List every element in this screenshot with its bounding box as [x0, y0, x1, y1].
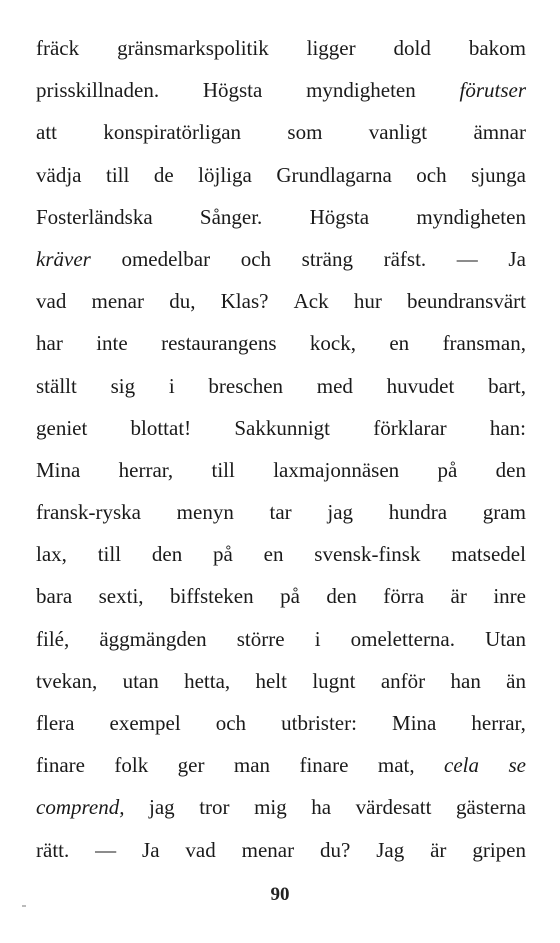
- page-number: 90: [270, 884, 290, 905]
- word: med: [316, 373, 353, 398]
- word: bart,: [488, 373, 526, 398]
- word: den: [326, 584, 357, 609]
- word: geniet: [36, 415, 88, 440]
- word: menyn: [176, 500, 234, 525]
- text-line: [36, 415, 526, 460]
- word: filé,: [36, 626, 70, 651]
- word: anför: [380, 668, 426, 693]
- word: och: [416, 162, 447, 187]
- word: är: [430, 837, 447, 862]
- word: Ja: [508, 246, 526, 271]
- word: omeletterna.: [350, 626, 456, 651]
- italic-word: se: [508, 753, 526, 778]
- word: breschen: [208, 373, 284, 398]
- italic-word: cela: [444, 753, 480, 778]
- word: vanligt: [368, 120, 428, 145]
- text-line: [36, 373, 526, 418]
- italic-word: förutser: [459, 78, 526, 103]
- word: gränsmarkspolitik: [117, 36, 269, 60]
- word: på: [280, 584, 300, 609]
- text-line: [36, 626, 526, 671]
- word: rätt.: [36, 837, 70, 862]
- text-line: [36, 457, 526, 502]
- word: hundra: [388, 500, 448, 525]
- word: en: [389, 331, 410, 356]
- text-line: [36, 502, 526, 544]
- word: ställt: [36, 373, 77, 398]
- word: laxmajonnäsen: [273, 457, 400, 482]
- word: äggmängden: [99, 626, 207, 651]
- word: sjunga: [471, 162, 526, 187]
- word: har: [36, 331, 63, 356]
- word: Högsta: [309, 204, 370, 229]
- word: ligger: [306, 36, 356, 60]
- word: fransman,: [442, 331, 526, 356]
- word: han:: [489, 415, 526, 440]
- word: en: [263, 542, 284, 567]
- word: du,: [169, 289, 196, 314]
- italic-word: kräver: [36, 246, 91, 271]
- text-line: [36, 162, 526, 207]
- word: fransk-ryska: [36, 500, 141, 525]
- word: gripen: [472, 837, 526, 862]
- word: matsedel: [451, 542, 526, 567]
- text-line: [36, 122, 526, 164]
- word: exempel: [109, 711, 181, 735]
- word: till: [211, 457, 235, 482]
- word: Fosterländska: [36, 204, 153, 229]
- text-line: [36, 837, 526, 882]
- word: Grundlagarna: [276, 162, 392, 187]
- text-line: [36, 797, 526, 839]
- word: ha: [311, 795, 332, 820]
- word: folk: [114, 753, 149, 778]
- italic-word: comprend,: [36, 795, 125, 820]
- word: du?: [320, 837, 351, 862]
- word: Klas?: [220, 289, 269, 314]
- word: ämnar: [473, 120, 526, 145]
- word: vad: [36, 289, 67, 314]
- word: menar: [241, 837, 295, 862]
- word: beundransvärt: [407, 289, 526, 314]
- text-line: [36, 755, 526, 797]
- word: hetta,: [184, 668, 231, 693]
- text-line: [36, 246, 526, 291]
- word: i: [314, 626, 321, 651]
- word: han: [450, 668, 481, 693]
- word: Ja: [142, 837, 160, 862]
- word: sexti,: [98, 584, 144, 609]
- word: huvudet: [386, 373, 455, 398]
- word: lax,: [36, 542, 67, 567]
- text-line: [36, 668, 526, 713]
- body-text: [36, 38, 526, 882]
- text-line: [36, 544, 526, 586]
- word: helt: [255, 668, 287, 693]
- word: blottat!: [130, 415, 192, 440]
- word: mat,: [377, 753, 415, 778]
- word: dold: [393, 36, 431, 60]
- word: bara: [36, 584, 73, 609]
- word: Ack: [293, 289, 329, 314]
- word: lugnt: [312, 668, 356, 693]
- word: utan: [122, 668, 159, 693]
- word: —: [95, 837, 117, 862]
- word: värdesatt: [355, 795, 432, 820]
- text-line: [36, 291, 526, 333]
- word: jag: [327, 500, 354, 525]
- word: på: [437, 457, 458, 482]
- word: Sånger.: [199, 204, 263, 229]
- word: konspiratörligan: [103, 120, 242, 145]
- word: hur: [353, 289, 382, 314]
- word: prisskillnaden.: [36, 78, 160, 103]
- word: sig: [110, 373, 136, 398]
- word: Mina: [36, 457, 81, 482]
- word: herrar,: [118, 457, 174, 482]
- word: jag: [149, 795, 175, 820]
- word: Mina: [392, 711, 437, 735]
- word: som: [287, 120, 323, 145]
- word: och: [215, 711, 247, 735]
- word: sträng: [301, 246, 353, 271]
- word: att: [36, 120, 57, 145]
- text-line: [36, 333, 526, 375]
- word: fräck: [36, 36, 80, 60]
- word: flera: [36, 711, 75, 735]
- word: större: [236, 626, 285, 651]
- word: Sakkunnigt: [234, 415, 331, 440]
- word: räfst.: [383, 246, 427, 271]
- word: biffsteken: [170, 584, 254, 609]
- word: finare: [36, 753, 85, 778]
- word: tror: [199, 795, 230, 820]
- word: kock,: [309, 331, 356, 356]
- word: bakom: [468, 36, 526, 60]
- word: Högsta: [202, 78, 263, 103]
- word: myndigheten: [416, 204, 526, 229]
- word: menar: [91, 289, 144, 314]
- text-line: [36, 38, 526, 80]
- word: svensk-finsk: [314, 542, 421, 567]
- word: gram: [482, 500, 526, 525]
- word: gästerna: [456, 795, 526, 820]
- word: ger: [177, 753, 205, 778]
- word: Utan: [485, 626, 526, 651]
- word: är: [450, 584, 467, 609]
- word: —: [456, 246, 478, 271]
- word: restaurangens: [161, 331, 277, 356]
- text-line: [36, 204, 526, 249]
- text-line: [36, 586, 526, 628]
- word: än: [506, 668, 526, 693]
- word: inre: [493, 584, 526, 609]
- word: utbrister:: [281, 711, 357, 735]
- word: den: [495, 457, 526, 482]
- word: vädja: [36, 162, 82, 187]
- text-line: [36, 713, 526, 755]
- word: löjliga: [198, 162, 252, 187]
- word: på: [213, 542, 233, 567]
- text-line: [36, 80, 526, 122]
- word: finare: [299, 753, 349, 778]
- word: omedelbar: [121, 246, 211, 271]
- word: Jag: [376, 837, 405, 862]
- word: de: [153, 162, 174, 187]
- word: vad: [185, 837, 216, 862]
- word: till: [97, 542, 122, 567]
- word: den: [151, 542, 183, 567]
- word: till: [105, 162, 130, 187]
- word: tvekan,: [36, 668, 98, 693]
- word: i: [168, 373, 175, 398]
- paper-speck: [22, 905, 26, 907]
- word: förra: [383, 584, 425, 609]
- word: herrar,: [471, 711, 526, 735]
- word: och: [240, 246, 272, 271]
- word: inte: [96, 331, 128, 356]
- word: förklarar: [373, 415, 447, 440]
- word: tar: [269, 500, 292, 525]
- word: myndigheten: [306, 78, 416, 103]
- word: man: [233, 753, 271, 778]
- word: mig: [254, 795, 287, 820]
